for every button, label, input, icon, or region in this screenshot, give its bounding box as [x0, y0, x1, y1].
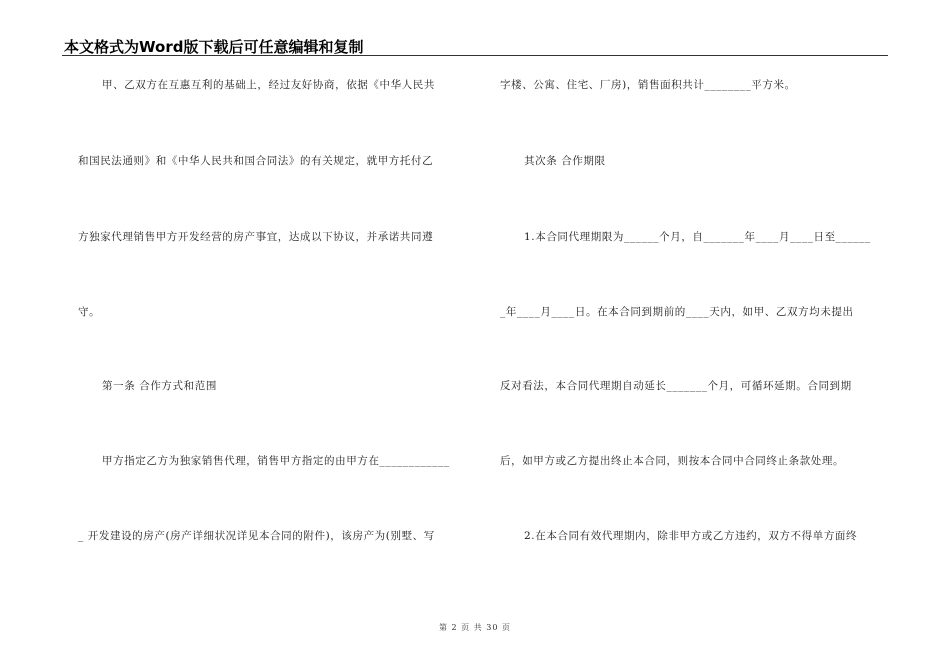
page-number-footer: 第 2 页 共 30 页: [439, 623, 511, 632]
paragraph-line: _ 开发建设的房产(房产详细状况详见本合同的附件)，该房产为(别墅、写: [78, 530, 435, 542]
paragraph-line: 字楼、公寓、住宅、厂房)，销售面积共计________平方米。: [500, 79, 796, 91]
section-heading: 第一条 合作方式和范围: [102, 380, 217, 392]
paragraph-line: 守。: [78, 306, 101, 318]
header-divider: [62, 55, 888, 56]
paragraph-line: 后，如甲方或乙方提出终止本合同，则按本合同中合同终止条款处理。: [500, 455, 845, 467]
paragraph-line: 反对看法，本合同代理期自动延长_______个月，可循环延期。合同到期: [500, 380, 852, 392]
paragraph-line: 2.在本合同有效代理期内，除非甲方或乙方违约，双方不得单方面终: [524, 530, 858, 542]
paragraph-line: 方独家代理销售甲方开发经营的房产事宜，达成以下协议，并承诺共同遵: [78, 231, 434, 243]
document-header-title: 本文格式为Word版下载后可任意编辑和复制: [64, 38, 364, 56]
paragraph-line: 甲方指定乙方为独家销售代理，销售甲方指定的由甲方在____________: [102, 455, 450, 467]
section-heading: 其次条 合作期限: [524, 155, 606, 167]
paragraph-line: 1.本合同代理期限为______个月，自_______年____月____日至______: [524, 231, 871, 243]
paragraph-line: _年____月____日。在本合同到期前的____天内，如甲、乙双方均未提出: [500, 306, 854, 318]
paragraph-line: 和国民法通则》和《中华人民共和国合同法》的有关规定，就甲方托付乙: [78, 155, 434, 167]
paragraph-line: 甲、乙双方在互惠互利的基础上，经过友好协商，依据《中华人民共: [102, 79, 435, 91]
